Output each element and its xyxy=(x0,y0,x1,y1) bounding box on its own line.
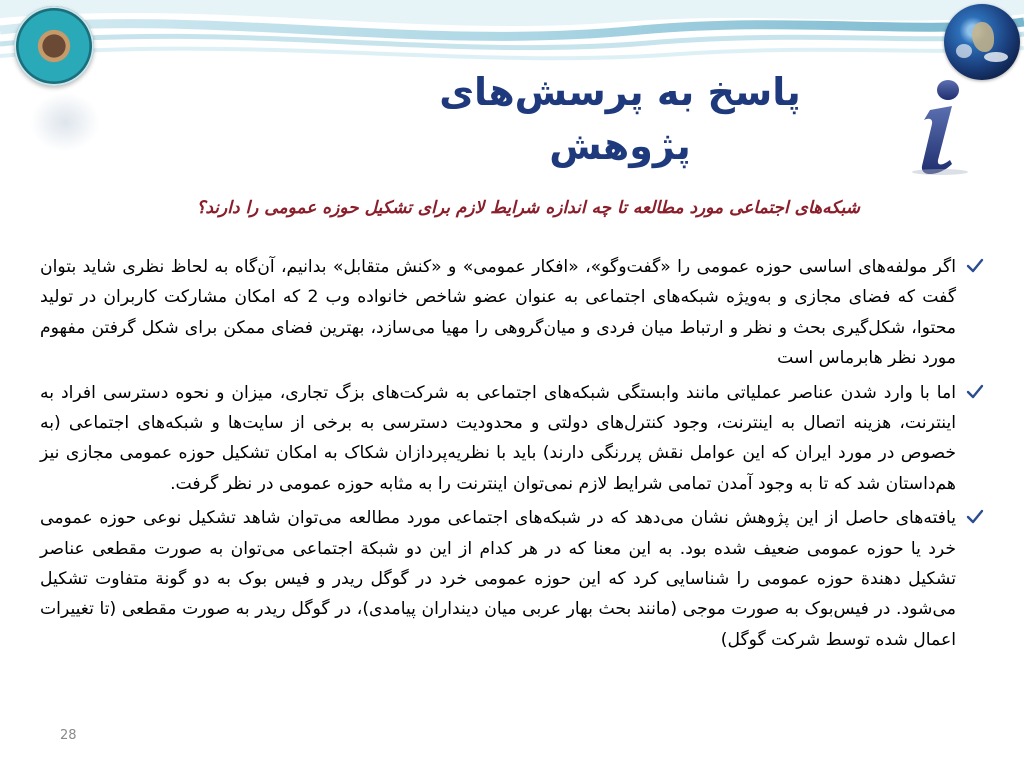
bullet-text: یافته‌های حاصل از این پژوهش نشان می‌دهد که در شبکه‌های اجتماعی مورد مطالعه می‌توان شاهد تشکیل نوعی حوزه عمومی خرد یا حوزه عمومی ضعیف شده بود. به این معنا که در هر کدام از این دو شبکة اجتماعی می‌توان به صورت مقطعی عناصر تشکیل دهندة حوزه عمومی را شناسایی کرد که این حوزه عمومی خرد در گوگل ریدر و فیس بوک به دو گونة متفاوت تشکیل می‌شود. در فیس‌بوک به صورت موجی (مانند بحث بهار عربی میان دینداران پیامدی)، در گوگل ریدر به صورت مقطعی (تا تغییرات اعمال شده توسط شرکت گوگل) xyxy=(40,508,956,650)
page-number: 28 xyxy=(60,728,77,743)
bullet-item xyxy=(40,378,984,500)
bullet-item xyxy=(40,252,984,374)
bullet-item xyxy=(40,503,984,655)
slide-title-line1: پاسخ به پرسش‌های xyxy=(439,70,801,114)
bullet-text: اگر مولفه‌های اساسی حوزه عمومی را «گفت‌وگو»، «افکار عمومی» و «کنش متقابل» بدانیم، آن‌گاه به لحاظ نظری شاید بتوان گفت که فضای مجازی و به‌ویژه شبکه‌های اجتماعی به عنوان عضو شاخص خانواده وب 2 که امکان مشارکت کاربران در تولید محتوا، شکل‌گیری بحث و نظر و ارتباط میان فردی و میان‌گروهی را مهیا می‌سازد، بهترین فضای ممکن برای شکل گرفتن مفهوم مورد نظر هابرماس است xyxy=(40,257,957,369)
slide-title-line2: پژوهش xyxy=(549,124,691,168)
check-icon xyxy=(966,383,984,401)
check-icon xyxy=(966,508,984,526)
research-question: شبکه‌های اجتماعی مورد مطالعه تا چه اندازه شرایط لازم برای تشکیل حوزه عمومی را دارند؟ xyxy=(196,198,860,218)
seal-icon xyxy=(14,6,94,86)
bullet-text: اما با وارد شدن عناصر عملیاتی مانند وابستگی شبکه‌های اجتماعی به شرکت‌های بزگ تجاری، میزان و نحوه دسترسی افراد به اینترنت، هزینه اتصال به اینترنت، وجود کنترل‌های دولتی و محدودیت دسترسی به برخی از سایت‌ها و شبکه‌های اجتماعی (به خصوص در مورد ایران که این عوامل نقش پررنگی دارند) باید با نظریه‌پردازان شکاک به امکان تشکیل حوزه عمومی مجازی نیز هم‌داستان شد که تا به وجود آمدن تمامی شرایط لازم نمی‌توان اینترنت را به مثابه حوزه عمومی در نظر گرفت. xyxy=(40,382,956,494)
info-i-icon xyxy=(900,76,972,176)
globe-icon xyxy=(944,4,1020,80)
bullet-list xyxy=(40,252,984,659)
check-icon xyxy=(966,257,984,275)
seal-glow-decoration xyxy=(30,92,100,152)
